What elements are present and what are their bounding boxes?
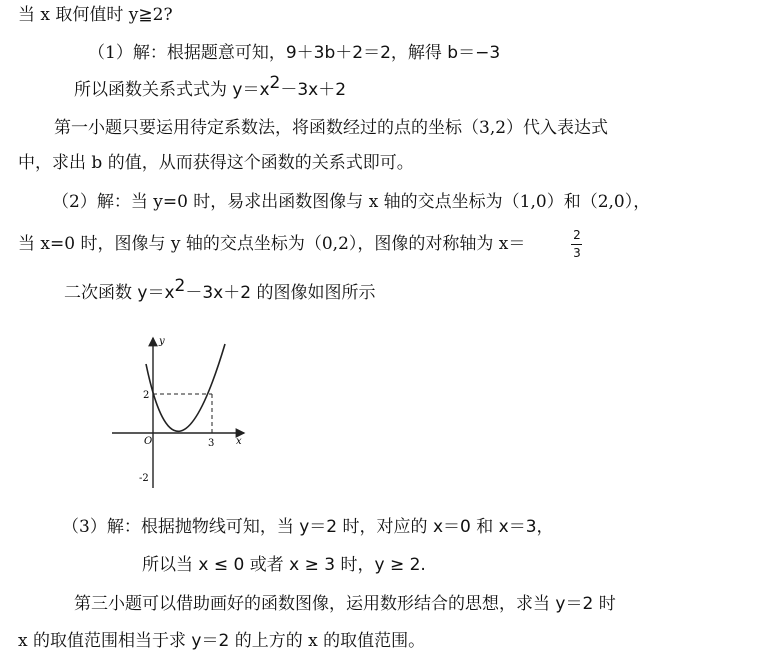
part1-b-value: b＝−3 bbox=[447, 43, 501, 63]
explanation-3-line-2-end: 的上方的 x 的取值范围。 bbox=[229, 631, 426, 651]
parabola-curve bbox=[146, 344, 225, 431]
y-axis-label: y bbox=[159, 336, 165, 347]
graph-caption-line bbox=[64, 276, 376, 304]
graph-caption-exponent: 2 bbox=[174, 276, 186, 296]
part1-line bbox=[88, 42, 500, 64]
graph-caption-rest: －3x＋2 bbox=[185, 283, 252, 303]
part2-line-1: （2）解：当 y=0 时，易求出函数图像与 x 轴的交点坐标为（1,0）和（2,0）， bbox=[52, 192, 651, 212]
question-line: 当 x 取何值时 y≧2? bbox=[18, 5, 173, 25]
origin-label: O bbox=[144, 436, 153, 447]
explanation-3-line-2 bbox=[18, 630, 425, 652]
part3-x-ge-3: x ≥ 3 bbox=[289, 555, 336, 575]
explanation-3-y-eq-2: y＝2 bbox=[555, 594, 594, 614]
part1-equation: 9＋3b＋2＝2 bbox=[285, 43, 391, 63]
function-expression-intro: 所以函数关系式式为 bbox=[74, 80, 233, 100]
explanation-3-intro: 第三小题可以借助画好的函数图像，运用数形结合的思想，求当 bbox=[74, 594, 556, 614]
part3-x-eq-0: x＝0 bbox=[432, 517, 471, 537]
part3-conclusion-intro: 所以当 bbox=[142, 555, 199, 575]
y-tick-label-2: 2 bbox=[143, 390, 150, 401]
symmetry-axis-denominator: 3 bbox=[573, 246, 581, 260]
part3-line-1 bbox=[62, 516, 554, 538]
part3-mid: 时，对应的 bbox=[337, 517, 433, 537]
part2-line-2 bbox=[18, 233, 525, 255]
x-tick-label-3: 3 bbox=[208, 438, 215, 449]
function-expression-exponent: 2 bbox=[269, 73, 281, 93]
part3-x-le-0: x ≤ 0 bbox=[198, 555, 245, 575]
x-axis-label: x bbox=[236, 436, 242, 447]
explanation-3-line-2-intro: x 的取值范围相当于求 bbox=[18, 631, 192, 651]
explanation-3-end: 时 bbox=[593, 594, 616, 614]
graph-caption-end: 的图像如图所示 bbox=[251, 283, 376, 303]
y-tick-label-neg2: -2 bbox=[139, 473, 149, 484]
part1-intro: （1）解：根据题意可知， bbox=[88, 43, 286, 63]
part3-x-eq-3: x＝3 bbox=[498, 517, 537, 537]
function-expression-line bbox=[74, 73, 347, 101]
explanation-1-line-2: 中，求出 b 的值，从而获得这个函数的关系式即可。 bbox=[18, 153, 414, 173]
part2-axis-text: 当 x=0 时，图像与 y 轴的交点坐标为（0,2），图像的对称轴为 x＝ bbox=[18, 234, 526, 254]
part3-when: 时， bbox=[335, 555, 375, 575]
part3-line-2 bbox=[142, 554, 426, 576]
symmetry-axis-fraction-bar bbox=[571, 244, 582, 245]
part3-comma: ， bbox=[536, 517, 554, 537]
part3-or: 或者 bbox=[244, 555, 290, 575]
part3-intro: （3）解：根据抛物线可知，当 bbox=[62, 517, 300, 537]
function-expression-rest: －3x＋2 bbox=[280, 80, 347, 100]
part3-y-eq-2: y＝2 bbox=[299, 517, 338, 537]
part3-and: 和 bbox=[470, 517, 499, 537]
graph-caption-intro: 二次函数 bbox=[64, 283, 138, 303]
graph-caption-lhs: y＝x bbox=[137, 283, 175, 303]
symmetry-axis-numerator: 2 bbox=[573, 228, 581, 242]
explanation-1-line-1: 第一小题只要运用待定系数法，将函数经过的点的坐标（3,2）代入表达式 bbox=[54, 118, 609, 138]
part3-y-ge-2: y ≥ 2. bbox=[374, 555, 426, 575]
explanation-3-line-2-y-eq-2: y＝2 bbox=[191, 631, 230, 651]
function-expression-lhs: y＝x bbox=[232, 80, 270, 100]
parabola-graph bbox=[108, 328, 258, 493]
part1-solve-text: ，解得 bbox=[390, 43, 448, 63]
explanation-3-line-1 bbox=[74, 593, 616, 615]
